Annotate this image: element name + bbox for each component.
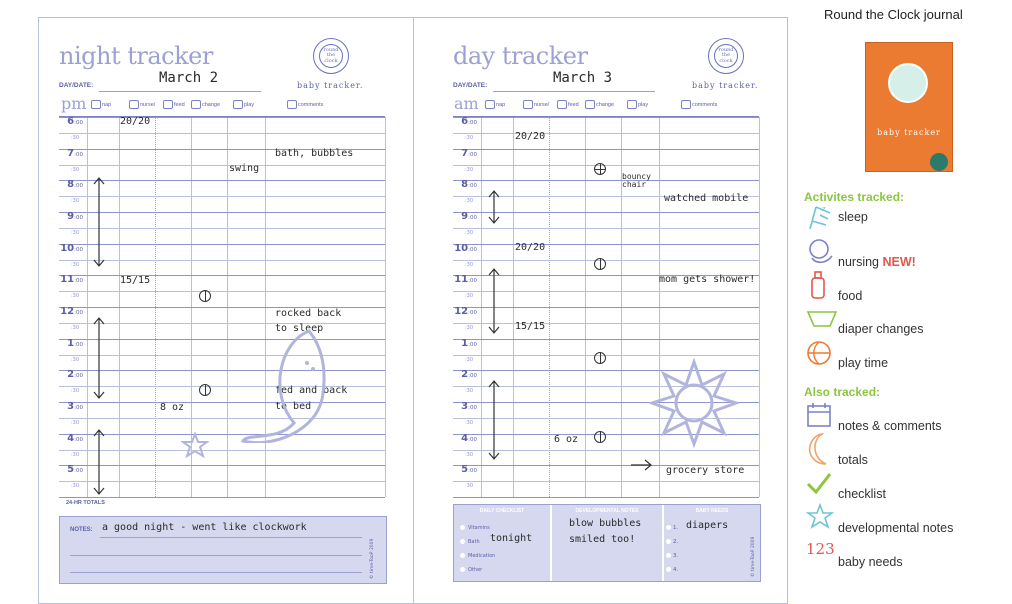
hour-label: 6:00 [67,116,83,127]
legend-food: food [838,289,863,303]
grid-row-line [59,117,385,118]
moon-icon [239,323,329,443]
clock-icon [319,44,343,68]
grid-row-line [453,133,759,134]
nursing-icon [806,236,836,266]
half-hour-label: :30 [71,324,80,331]
calendar-icon [287,100,297,109]
hour-label: 12:00 [454,306,477,317]
entry: rocked back [275,308,342,319]
entry: grocery store [666,465,745,476]
need-item[interactable]: 1. [666,525,678,531]
legend-nursing: nursing NEW! [838,255,916,269]
activities-heading: Activites tracked: [804,190,905,204]
legend-dev-notes: developmental notes [838,521,954,535]
grid-row-line [453,497,759,498]
half-hour-label: :30 [465,166,474,173]
checklist-medication[interactable]: Medication [460,553,495,559]
change-mark-icon [594,431,606,443]
half-hour-label: :30 [71,261,80,268]
daydate-label: DAY/DATE: [59,82,94,89]
hour-label: 6:00 [461,116,477,127]
night-tracker-page [39,18,413,603]
entry: 20/20 [120,116,151,127]
calendar-icon [806,402,832,428]
nurse-icon [129,100,139,109]
hour-label: 12:00 [60,306,83,317]
col-feed: feed [163,100,185,109]
entry: bouncy chair [622,172,651,189]
page-title: night tracker [59,42,213,70]
col-play: play [627,100,648,109]
notes-line [70,555,362,556]
hour-label: 2:00 [67,369,83,381]
half-hour-label: :30 [71,198,80,205]
col-nap: nap [485,100,505,109]
half-hour-label: :30 [71,419,80,426]
hour-label: 9:00 [461,211,477,222]
col-change: change [191,100,220,109]
half-hour-label: :30 [465,388,474,395]
hour-label: 1:00 [461,337,477,349]
page-title: day tracker [453,42,588,70]
logo [313,38,349,74]
legend-notes: notes & comments [838,419,942,433]
sleep-icon [806,203,834,233]
notes-label: NOTES: [70,527,93,533]
notes-line [70,572,362,573]
col-nap: nap [91,100,111,109]
notes-line [100,537,362,538]
hour-label: 11:00 [60,274,83,286]
check-icon [806,472,832,496]
also-tracked-heading: Also tracked: [804,385,881,399]
calendar-icon [681,100,691,109]
grid-column-line [759,117,760,497]
ball-icon [806,340,832,366]
svg-text:z: z [822,205,826,213]
col-change: change [585,100,614,109]
diaper-icon [191,100,201,109]
sleep-arrows [89,168,109,498]
legend-sleep: sleep [838,210,868,224]
checklist-heading: DAILY CHECKLIST [479,508,525,514]
bottle-icon [163,100,173,109]
bottom-sections [453,504,761,582]
dev-note: blow bubbles [569,518,642,529]
entry: 20/20 [515,131,546,142]
daydate-label: DAY/DATE: [453,82,488,89]
entry: 8 oz [160,402,185,413]
day-tracker-page [414,18,788,603]
grid-row-line [453,117,759,118]
legend-totals: totals [838,453,868,467]
hour-label: 3:00 [461,401,477,412]
legend-baby-needs: baby needs [838,555,903,569]
arrow-right-icon [629,458,655,472]
entry: to bed [275,401,312,412]
entry: fed and back [275,385,348,396]
col-comments: comments [287,100,323,109]
half-hour-label: :30 [465,134,474,141]
half-hour-label: :30 [71,166,80,173]
dev-notes-heading: DEVELOPMENTAL NOTES [575,508,639,514]
date-value: March 3 [553,70,613,86]
legend-play: play time [838,356,889,370]
grid-row-line [59,133,385,134]
new-badge: NEW! [882,255,916,269]
hour-label: 8:00 [67,179,83,191]
copyright: © time-TooP 2009 [751,536,756,577]
copyright: © time-TooP 2009 [370,538,375,579]
change-mark-icon [199,384,211,396]
clock-icon [714,44,738,68]
date-line [99,91,261,92]
half-hour-label: :30 [71,451,80,458]
hour-label: 4:00 [461,432,477,444]
star-icon [806,503,834,531]
period-label: am [454,94,479,113]
half-hour-label: :30 [465,419,474,426]
change-mark-icon [199,290,211,302]
legend-title: Round the Clock journal [824,7,963,22]
half-hour-label: :30 [465,198,474,205]
hour-label: 7:00 [461,147,477,159]
entry: to sleep [275,323,324,334]
hour-label: 5:00 [67,464,83,476]
checklist-other[interactable]: Other [460,567,482,573]
half-hour-label: :30 [71,134,80,141]
half-hour-label: :30 [71,229,80,236]
col-feed: feed [557,100,579,109]
needs-written: diapers [686,520,729,531]
sun-icon [649,358,739,448]
hour-label: 7:00 [67,147,83,159]
cover-clock-icon [888,63,928,103]
moon-icon [806,432,832,466]
hour-label: 1:00 [67,337,83,349]
nap-icon [91,100,101,109]
sleep-arrows [484,183,504,483]
hour-label: 9:00 [67,211,83,222]
half-hour-label: :30 [71,356,80,363]
cover-text: baby tracker [877,128,941,137]
entry: 6 oz [554,434,579,445]
hour-label: 5:00 [461,464,477,476]
entry: mom gets shower! [659,274,756,285]
entry: swing [229,163,260,174]
half-hour-label: :30 [465,293,474,300]
hour-label: 2:00 [461,369,477,381]
legend-diaper: diaper changes [838,322,924,336]
grid-row-line [59,165,385,166]
entry: 15/15 [515,321,546,332]
logo-text: round the clock [323,46,339,64]
half-hour-label: :30 [465,324,474,331]
brand: baby tracker. [692,81,759,90]
grid-column-line [385,117,386,497]
grid-row-line [453,180,759,181]
totals-label: 24-HR TOTALS [66,500,105,506]
checklist-written: tonight [490,533,533,544]
checklist-bath[interactable]: Bath [460,539,480,545]
diaper-icon [585,100,595,109]
half-hour-label: :30 [465,261,474,268]
period-label: pm [61,94,87,113]
journal-spread [38,17,788,604]
entry: watched mobile [664,193,749,204]
date-value: March 2 [159,70,219,86]
notes-value: a good night - went like clockwork [102,522,307,533]
need-item[interactable]: 2. [666,539,678,545]
ball-icon [627,100,637,109]
half-hour-label: :30 [465,451,474,458]
half-hour-label: :30 [71,388,80,395]
date-line [493,91,655,92]
entry: 15/15 [120,275,151,286]
hour-label: 10:00 [60,242,83,254]
bottle-icon [806,270,830,300]
half-hour-label: :30 [71,483,80,490]
half-hour-label: :30 [465,483,474,490]
hour-label: 11:00 [454,274,477,286]
bottle-icon [557,100,567,109]
ball-icon [233,100,243,109]
change-mark-icon [594,258,606,270]
change-mark-icon [594,352,606,364]
entry: 20/20 [515,242,546,253]
nurse-icon [523,100,533,109]
grid-row-line [453,149,759,150]
col-nurse: nurse/ [129,100,155,109]
hour-label: 4:00 [67,432,83,444]
col-nurse: nurse/ [523,100,549,109]
need-item[interactable]: 4. [666,567,678,573]
col-comments: comments [681,100,717,109]
cover-badge-icon [930,153,948,171]
need-item[interactable]: 3. [666,553,678,559]
nap-icon [485,100,495,109]
grid-row-line [453,165,759,166]
needs-heading: BABY NEEDS [695,508,729,514]
star-icon [181,432,209,458]
logo-text: round the clock [718,46,734,64]
entry: bath, bubbles [275,148,354,159]
hour-label: 8:00 [461,179,477,191]
checklist-vitamins[interactable]: Vitamins [460,525,490,531]
half-hour-label: :30 [71,293,80,300]
brand: baby tracker. [297,81,364,90]
journal-cover-image [865,42,953,172]
col-play: play [233,100,254,109]
diaper-icon [806,308,838,330]
numbers-icon: 123 [806,540,835,558]
half-hour-label: :30 [465,229,474,236]
dev-note: smiled too! [569,534,636,545]
hour-label: 10:00 [454,242,477,254]
hour-label: 3:00 [67,401,83,412]
legend-checklist: checklist [838,487,886,501]
logo [708,38,744,74]
notes-box [59,516,387,584]
play-mark-icon [594,163,606,175]
half-hour-label: :30 [465,356,474,363]
